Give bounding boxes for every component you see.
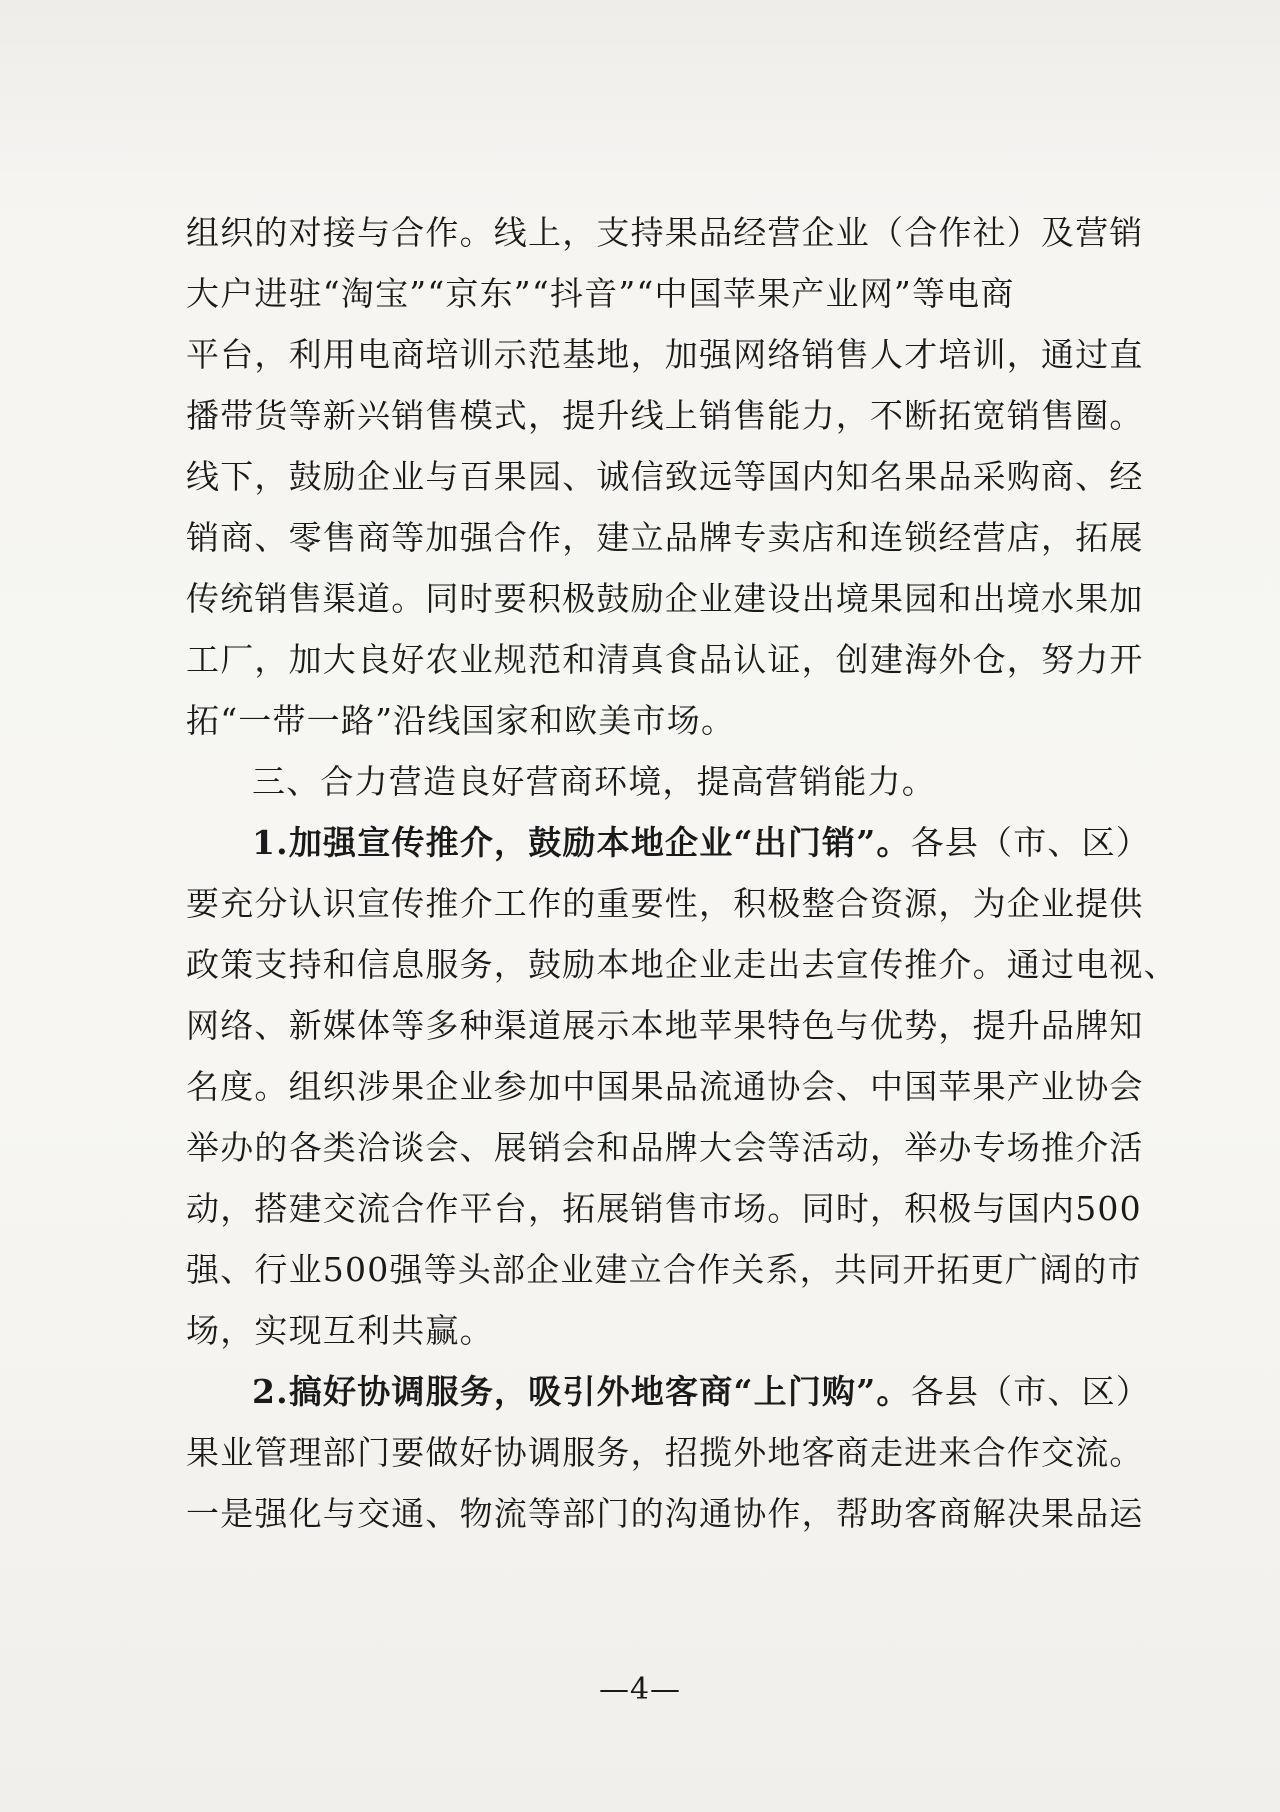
text-line: 拓“一带一路”沿线国家和欧美市场。: [186, 701, 736, 740]
text-line: 要充分认识宣传推介工作的重要性，积极整合资源，为企业提供: [186, 884, 1144, 923]
text-line: 大户进驻“淘宝”“京东”“抖音”“中国苹果产业网”等电商: [186, 274, 1015, 313]
text-line: 工厂，加大良好农业规范和清真食品认证，创建海外仓，努力开: [186, 640, 1144, 679]
text-line: 销商、零售商等加强合作，建立品牌专卖店和连锁经营店，拓展: [186, 518, 1144, 557]
paragraph-channels: [186, 202, 1144, 751]
text-line: 动，搭建交流合作平台，拓展销售市场。同时，积极与国内500: [186, 1189, 1142, 1228]
text-line: 名度。组织涉果企业参加中国果品流通协会、中国苹果产业协会: [186, 1067, 1144, 1106]
text-line: 网络、新媒体等多种渠道展示本地苹果特色与优势，提升品牌知: [186, 1006, 1144, 1045]
text-line: 传统销售渠道。同时要积极鼓励企业建设出境果园和出境水果加: [186, 579, 1144, 618]
text-line: 组织的对接与合作。线上，支持果品经营企业（合作社）及营销: [186, 213, 1144, 252]
item-title-rest: 各县（市、区）: [910, 1372, 1151, 1411]
document-body: [186, 202, 1178, 1544]
item-title: 2.搞好协调服务，吸引外地客商“上门购”。: [252, 1372, 911, 1411]
item-first-line: [186, 812, 1151, 873]
text-line: 强、行业500强等头部企业建立合作关系，共同开拓更广阔的市: [186, 1250, 1142, 1289]
paragraph-item-2: [186, 1361, 1151, 1544]
text-line: 播带货等新兴销售模式，提升线上销售能力，不断拓宽销售圈。: [186, 396, 1144, 435]
item-first-line: [186, 1361, 1151, 1422]
text-line: 平台，利用电商培训示范基地，加强网络销售人才培训，通过直: [186, 335, 1144, 374]
text-line: 果业管理部门要做好协调服务，招揽外地客商走进来合作交流。: [186, 1433, 1144, 1472]
text-line: 线下，鼓励企业与百果园、诚信致远等国内知名果品采购商、经: [186, 457, 1144, 496]
text-line: 政策支持和信息服务，鼓励本地企业走出去宣传推介。通过电视、: [186, 945, 1178, 984]
text-line: 举办的各类洽谈会、展销会和品牌大会等活动，举办专场推介活: [186, 1128, 1144, 1167]
item-title: 1.加强宣传推介，鼓励本地企业“出门销”。: [252, 823, 911, 862]
item-title-rest: 各县（市、区）: [910, 823, 1151, 862]
paragraph-item-1: [186, 812, 1178, 1361]
page-number: —4—: [598, 1672, 682, 1707]
text-line: 一是强化与交通、物流等部门的沟通协作，帮助客商解决果品运: [186, 1494, 1144, 1533]
section-heading: 三、合力营造良好营商环境，提高营销能力。: [252, 762, 936, 801]
text-line: 场，实现互利共赢。: [186, 1311, 494, 1350]
